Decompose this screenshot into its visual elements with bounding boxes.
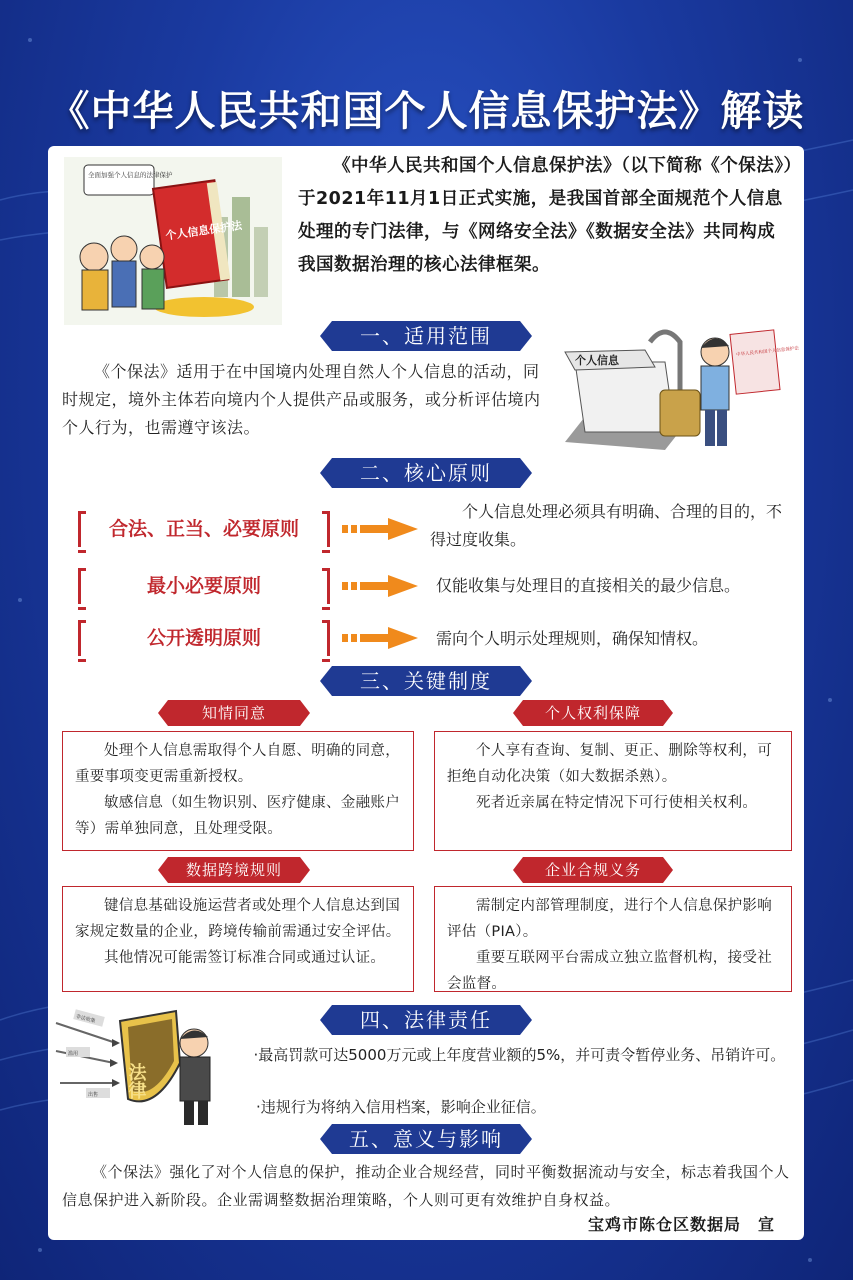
rights-para-1: 个人享有查询、复制、更正、删除等权利，可拒绝自动化决策（如大数据杀熟）。 (447, 743, 772, 785)
tag-cross-border: 数据跨境规则 (168, 857, 300, 883)
section-heading-significance: 五、意义与影响 (332, 1124, 520, 1154)
arrow-right-icon (342, 627, 418, 649)
tag-compliance: 企业合规义务 (523, 857, 663, 883)
intro-paragraph: 《中华人民共和国个人信息保护法》（以下简称《个保法》）于2021年11月1日正式实施，是我国首部全面规范个人信息处理的专门法律，与《网络安全法》《数据安全法》共同构成我国数据治理的核心法律框架。 (298, 156, 793, 275)
liability-bullet-1: ·最高罚款可达5000万元或上年度营业额的5%，并可责令暂停业务、吊销许可。 (253, 1046, 786, 1064)
section-heading-principles: 二、核心原则 (332, 458, 520, 488)
section-heading-systems: 三、关键制度 (332, 666, 520, 696)
box-compliance (434, 886, 792, 992)
info-folder-illustration (555, 322, 800, 460)
box-personal-rights (434, 731, 792, 851)
page-title: 《中华人民共和国个人信息保护法》解读 (48, 87, 805, 135)
arrow-label-abuse: 滥用 (68, 1051, 79, 1057)
crossborder-para-2: 其他情况可能需签订标准合同或通过认证。 (104, 950, 386, 966)
principle-legal-desc: 个人信息处理必须具有明确、合理的目的，不得过度收集。 (430, 502, 783, 549)
compliance-para-1: 需制定内部管理制度，进行个人信息保护影响评估（PIA）。 (447, 898, 772, 940)
book-people-illustration (64, 157, 282, 325)
principle-transparent: 公开透明原则 (78, 620, 330, 656)
folder-label: 个人信息 (575, 354, 619, 367)
scope-text: 《个保法》适用于在中国境内处理自然人个人信息的活动，同时规定，境外主体若向境内个人提供产品或服务，或分析评估境内个人行为，也需遵守该法。 (62, 362, 541, 437)
arrow-label-collect: 非法收集 (75, 1013, 97, 1025)
crossborder-para-1: 键信息基础设施运营者或处理个人信息达到国家规定数量的企业，跨境传输前需通过安全评估。 (75, 898, 401, 940)
significance-text: 《个保法》强化了对个人信息的保护，推动企业合规经营，同时平衡数据流动与安全，标志着我国个人信息保护进入新阶段。企业需调整数据治理策略，个人则可更有效维护自身权益。 (62, 1163, 790, 1209)
principle-minimum-desc: 仅能收集与处理目的直接相关的最少信息。 (436, 576, 741, 595)
publisher-footer: 宝鸡市陈仓区数据局 宣 (587, 1215, 775, 1234)
tag-personal-rights: 个人权利保障 (523, 700, 663, 726)
arrow-right-icon (342, 575, 418, 597)
box-informed-consent (62, 731, 414, 851)
box-cross-border (62, 886, 414, 992)
rights-para-2: 死者近亲属在特定情况下可行使相关权利。 (476, 795, 758, 811)
liability-bullet-2: ·违规行为将纳入信用档案，影响企业征信。 (256, 1098, 546, 1116)
arrow-right-icon (342, 518, 418, 540)
book-caption: 全面加强个人信息的法律保护 (88, 171, 173, 179)
law-shield-illustration (56, 1003, 236, 1129)
section-heading-scope: 一、适用范围 (332, 321, 520, 351)
shield-label: 法律 (125, 1063, 147, 1099)
principle-minimum: 最小必要原则 (78, 568, 330, 604)
compliance-para-2: 重要互联网平台需成立独立监督机构，接受社会监督。 (447, 950, 772, 992)
consent-para-2: 敏感信息（如生物识别、医疗健康、金融账户等）需单独同意，且处理受限。 (75, 795, 400, 837)
principle-transparent-desc: 需向个人明示处理规则，确保知情权。 (436, 629, 709, 648)
book-title: 个人信息保护法 (164, 218, 243, 243)
consent-para-1: 处理个人信息需取得个人自愿、明确的同意，重要事项变更需重新授权。 (75, 743, 400, 785)
arrow-label-sell: 出售 (88, 1092, 99, 1098)
section-heading-liability: 四、法律责任 (332, 1005, 520, 1035)
doc-label: 中华人民共和国个人信息保护法 (735, 346, 800, 358)
principle-legal: 合法、正当、必要原则 (78, 511, 330, 547)
tag-informed-consent: 知情同意 (168, 700, 300, 726)
